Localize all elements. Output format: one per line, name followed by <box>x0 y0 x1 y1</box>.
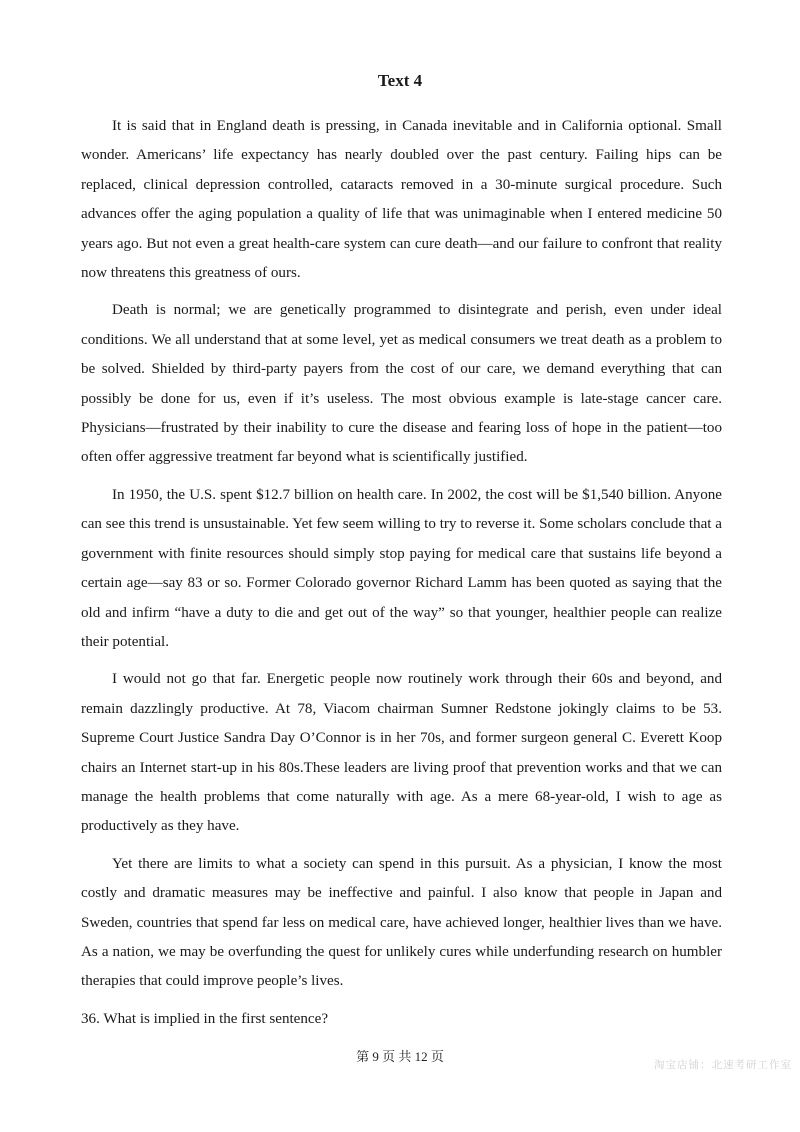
passage-body <box>81 112 722 1034</box>
paragraph-3: In 1950, the U.S. spent $12.7 billion on health care. In 2002, the cost will be $1,540 billion. Anyone can see this trend is unsustainable. Yet few seem willing to try to reverse it. Some scholars conclude that a government with finite resources should simply stop paying for medical care that sustains life beyond a certain age—say 83 or so. Former Colorado governor Richard Lamm has been quoted as saying that the old and infirm “have a duty to die and get out of the way” so that younger, healthier people can realize their potential. <box>81 486 722 650</box>
paragraph-5: Yet there are limits to what a society can spend in this pursuit. As a physician, I know the most costly and dramatic measures may be ineffective and painful. I also know that people in Japan and Sweden, countries that spend far less on medical care, have achieved longer, healthier lives than we have. As a nation, we may be overfunding the quest for unlikely cures while underfunding research on humbler therapies that could improve people’s lives. <box>81 855 722 990</box>
paragraph-1: It is said that in England death is pressing, in Canada inevitable and in California optional. Small wonder. Americans’ life expectancy has nearly doubled over the past century. Failing hips can be replaced, clinical depression controlled, cataracts removed in a 30-minute surgical procedure. Such advances offer the aging population a quality of life that was unimaginable when I entered medicine 50 years ago. But not even a great health-care system can cure death—and our failure to confront that reality now threatens this greatness of ours. <box>81 118 722 282</box>
paragraph-2: Death is normal; we are genetically programmed to disintegrate and perish, even under ideal conditions. We all understand that at some level, yet as medical consumers we treat death as a problem to be solved. Shielded by third-party payers from the cost of our care, we demand everything that can possibly be done for us, even if it’s useless. The most obvious example is late-stage cancer care. Physicians—frustrated by their inability to cure the disease and fearing loss of hope in the patient—too often offer aggressive treatment far beyond what is scientifically justified. <box>81 302 722 466</box>
passage-title: Text 4 <box>377 71 423 90</box>
page-number-footer: 第 9 页 共 12 页 <box>356 1049 444 1064</box>
paragraph-4: I would not go that far. Energetic people now routinely work through their 60s and beyond, and remain dazzlingly productive. At 78, Viacom chairman Sumner Redstone jokingly claims to be 53. Supreme Court Justice Sandra Day O’Connor is in her 70s, and former surgeon general C. Everett Koop chairs an Internet start-up in his 80s.These leaders are living proof that prevention works and that we can manage the health problems that come naturally with age. As a mere 68-year-old, I wish to age as productively as they have. <box>81 671 722 835</box>
watermark: 淘宝店铺：北速考研工作室 <box>654 1059 792 1071</box>
question-36: 36. What is implied in the first sentence? <box>81 1010 329 1027</box>
